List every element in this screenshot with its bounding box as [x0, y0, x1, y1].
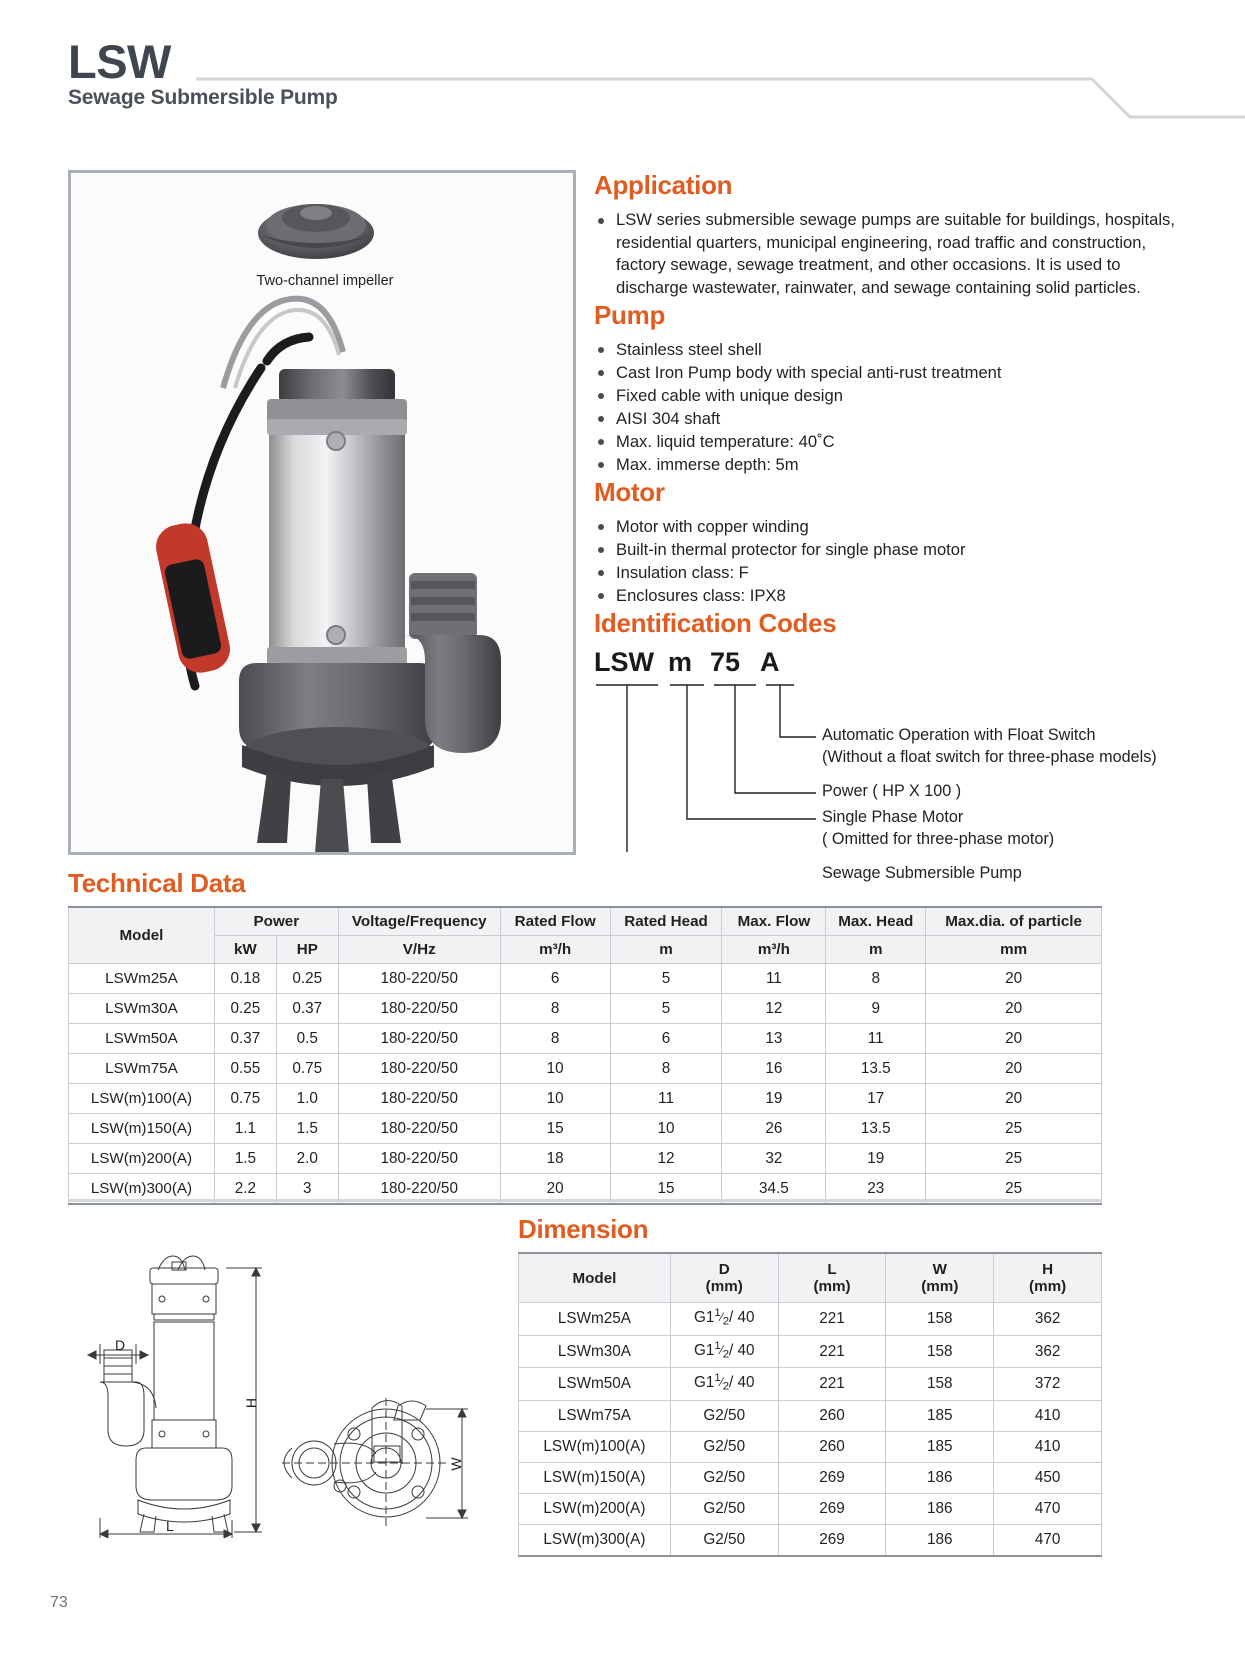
cell-kw: 2.2 [214, 1174, 276, 1205]
cell-model: LSWm50A [69, 1024, 215, 1054]
dimension-label-w: W [448, 1457, 464, 1471]
cell-particle: 20 [926, 994, 1102, 1024]
cell-kw: 0.55 [214, 1054, 276, 1084]
cell-model: LSWm30A [519, 1335, 671, 1368]
cell-max-flow: 11 [722, 964, 826, 994]
code-part-m: m [668, 646, 693, 677]
cell-max-flow: 19 [722, 1084, 826, 1114]
ident-label-sewage-pump: Sewage Submersible Pump [822, 863, 1022, 882]
cell-max-flow: 12 [722, 994, 826, 1024]
cell-h: 410 [994, 1432, 1102, 1463]
unit-max-flow: m³/h [722, 936, 826, 964]
cell-w: 186 [886, 1463, 994, 1494]
cell-vhz: 180-220/50 [338, 994, 500, 1024]
dim-col-l-label: L [827, 1261, 837, 1278]
table-row [519, 1303, 1102, 1336]
cell-max-flow: 26 [722, 1114, 826, 1144]
cell-max-head: 23 [826, 1174, 926, 1205]
pump-front-view-drawing [100, 1256, 232, 1532]
cell-max-flow: 13 [722, 1024, 826, 1054]
cell-w: 185 [886, 1401, 994, 1432]
cell-l: 221 [778, 1335, 886, 1368]
cell-h: 470 [994, 1494, 1102, 1525]
dimension-drawing [86, 1248, 486, 1543]
col-rated-head: Rated Head [610, 907, 722, 936]
cell-d: G2/50 [670, 1401, 778, 1432]
motor-list [594, 516, 1194, 608]
page-header [0, 0, 1245, 140]
cell-vhz: 180-220/50 [338, 1174, 500, 1205]
dimension-header-row [519, 1253, 1102, 1303]
cell-h: 450 [994, 1463, 1102, 1494]
dim-col-model [519, 1253, 671, 1303]
cell-max-flow: 34.5 [722, 1174, 826, 1205]
unit-max-head: m [826, 936, 926, 964]
cell-max-head: 19 [826, 1144, 926, 1174]
cell-rated-head: 6 [610, 1024, 722, 1054]
dimension-table [518, 1252, 1102, 1557]
cell-l: 221 [778, 1303, 886, 1336]
table-row [69, 1144, 1102, 1174]
list-item: AISI 304 shaft [594, 408, 1194, 431]
unit-hp: HP [276, 936, 338, 964]
cell-rated-head: 11 [610, 1084, 722, 1114]
cell-model: LSW(m)300(A) [69, 1174, 215, 1205]
cell-l: 221 [778, 1368, 886, 1401]
cell-rated-flow: 6 [500, 964, 610, 994]
table-row [69, 1054, 1102, 1084]
ident-label-single-phase: Single Phase Motor [822, 807, 964, 826]
pump-dimension-views [86, 1248, 486, 1538]
pump-list [594, 339, 1194, 477]
impeller-caption: Two-channel impeller [256, 273, 394, 289]
table-row [519, 1368, 1102, 1401]
cell-particle: 25 [926, 1174, 1102, 1205]
table-row [519, 1432, 1102, 1463]
dim-col-model-label: Model [572, 1269, 617, 1287]
page-title: LSW [68, 35, 171, 88]
dim-col-l-unit: (mm) [813, 1278, 851, 1295]
dim-col-h-unit: (mm) [1029, 1278, 1067, 1295]
ident-label-single-phase-note: ( Omitted for three-phase motor) [822, 829, 1055, 848]
dim-col-w [886, 1253, 994, 1303]
unit-particle: mm [926, 936, 1102, 964]
col-model: Model [69, 907, 215, 964]
unit-kw: kW [214, 936, 276, 964]
ident-label-power: Power ( HP X 100 ) [822, 781, 962, 800]
unit-rated-flow: m³/h [500, 936, 610, 964]
dimension-label-h: H [243, 1397, 259, 1409]
cell-model: LSW(m)100(A) [519, 1432, 671, 1463]
technical-data-table [68, 906, 1102, 1205]
cell-w: 186 [886, 1494, 994, 1525]
cell-model: LSW(m)200(A) [69, 1144, 215, 1174]
cell-model: LSWm25A [69, 964, 215, 994]
application-list [594, 209, 1194, 300]
list-item: Cast Iron Pump body with special anti-rust treatment [594, 362, 1194, 385]
dimension-heading: Dimension [518, 1214, 649, 1244]
cell-rated-head: 10 [610, 1114, 722, 1144]
cell-w: 186 [886, 1525, 994, 1557]
table-header-row-units [69, 936, 1102, 964]
table-row [69, 1084, 1102, 1114]
cell-particle: 20 [926, 1024, 1102, 1054]
dim-col-w-unit: (mm) [921, 1278, 959, 1295]
cell-particle: 25 [926, 1114, 1102, 1144]
cell-rated-head: 15 [610, 1174, 722, 1205]
identification-code-diagram [594, 646, 1194, 882]
dim-col-d-label: D [718, 1261, 730, 1278]
cell-max-head: 13.5 [826, 1114, 926, 1144]
cell-model: LSWm50A [519, 1368, 671, 1401]
table-row [69, 994, 1102, 1024]
dimension-table-body [519, 1303, 1102, 1557]
cell-kw: 1.5 [214, 1144, 276, 1174]
col-max-head: Max. Head [826, 907, 926, 936]
cell-h: 372 [994, 1368, 1102, 1401]
code-part-lsw: LSW [594, 646, 654, 677]
cell-rated-head: 5 [610, 994, 722, 1024]
unit-vhz: V/Hz [338, 936, 500, 964]
dimension-label-l: L [166, 1518, 174, 1534]
cell-rated-flow: 18 [500, 1144, 610, 1174]
col-rated-flow: Rated Flow [500, 907, 610, 936]
cell-kw: 0.18 [214, 964, 276, 994]
product-photo-panel [68, 170, 576, 855]
table-row [519, 1494, 1102, 1525]
list-item: Fixed cable with unique design [594, 385, 1194, 408]
technical-data-body [69, 964, 1102, 1205]
cell-particle: 25 [926, 1144, 1102, 1174]
cell-w: 158 [886, 1303, 994, 1336]
cell-model: LSW(m)100(A) [69, 1084, 215, 1114]
table-row [519, 1335, 1102, 1368]
section-divider [68, 1199, 1102, 1202]
cell-hp: 2.0 [276, 1144, 338, 1174]
cell-model: LSW(m)150(A) [69, 1114, 215, 1144]
cell-hp: 0.25 [276, 964, 338, 994]
cell-max-flow: 32 [722, 1144, 826, 1174]
table-row [69, 1024, 1102, 1054]
dim-col-l [778, 1253, 886, 1303]
cell-d: G2/50 [670, 1525, 778, 1557]
cell-rated-flow: 8 [500, 1024, 610, 1054]
cell-rated-flow: 10 [500, 1084, 610, 1114]
float-switch-icon [152, 519, 234, 677]
cell-max-head: 13.5 [826, 1054, 926, 1084]
cell-max-head: 8 [826, 964, 926, 994]
cell-d: $G1^1⁄_2/$ 40 [670, 1335, 778, 1368]
list-item: Insulation class: F [594, 562, 1194, 585]
ident-label-float-switch: Automatic Operation with Float Switch [822, 725, 1096, 744]
cell-rated-head: 5 [610, 964, 722, 994]
list-item: Max. immerse depth: 5m [594, 454, 1194, 477]
cell-rated-head: 8 [610, 1054, 722, 1084]
table-row [69, 964, 1102, 994]
cell-kw: 0.37 [214, 1024, 276, 1054]
cell-rated-flow: 8 [500, 994, 610, 1024]
table-row [519, 1401, 1102, 1432]
cell-max-head: 9 [826, 994, 926, 1024]
list-item: Motor with copper winding [594, 516, 1194, 539]
cell-particle: 20 [926, 1084, 1102, 1114]
cell-d: G2/50 [670, 1494, 778, 1525]
table-header-row-groups [69, 907, 1102, 936]
list-item: Stainless steel shell [594, 339, 1194, 362]
page-number: 73 [50, 1594, 68, 1611]
cell-model: LSW(m)200(A) [519, 1494, 671, 1525]
specs-column [594, 170, 1194, 882]
cell-max-flow: 16 [722, 1054, 826, 1084]
list-item: Max. liquid temperature: 40˚C [594, 431, 1194, 454]
cell-model: LSWm75A [519, 1401, 671, 1432]
pump-top-view-drawing [282, 1398, 448, 1528]
dim-col-h-label: H [1042, 1261, 1054, 1278]
cell-h: 362 [994, 1335, 1102, 1368]
cell-rated-flow: 20 [500, 1174, 610, 1205]
cell-d: G2/50 [670, 1463, 778, 1494]
cell-rated-flow: 15 [500, 1114, 610, 1144]
cell-hp: 1.0 [276, 1084, 338, 1114]
dim-col-d-unit: (mm) [705, 1278, 743, 1295]
col-max-particle: Max.dia. of particle [926, 907, 1102, 936]
cell-max-head: 17 [826, 1084, 926, 1114]
cell-max-head: 11 [826, 1024, 926, 1054]
cell-vhz: 180-220/50 [338, 1054, 500, 1084]
cell-w: 158 [886, 1368, 994, 1401]
cell-vhz: 180-220/50 [338, 1024, 500, 1054]
cell-hp: 3 [276, 1174, 338, 1205]
cell-model: LSWm75A [69, 1054, 215, 1084]
cell-kw: 0.75 [214, 1084, 276, 1114]
code-part-75: 75 [710, 646, 741, 677]
cell-h: 470 [994, 1525, 1102, 1557]
cell-hp: 0.75 [276, 1054, 338, 1084]
header-rule-decoration [0, 0, 1245, 140]
cell-model: LSW(m)300(A) [519, 1525, 671, 1557]
cell-h: 362 [994, 1303, 1102, 1336]
table-row [519, 1525, 1102, 1557]
list-item: Enclosures class: IPX8 [594, 585, 1194, 608]
cell-rated-head: 12 [610, 1144, 722, 1174]
cell-vhz: 180-220/50 [338, 1084, 500, 1114]
cell-w: 158 [886, 1335, 994, 1368]
cell-w: 185 [886, 1432, 994, 1463]
cell-h: 410 [994, 1401, 1102, 1432]
cell-kw: 0.25 [214, 994, 276, 1024]
cell-vhz: 180-220/50 [338, 964, 500, 994]
cell-kw: 1.1 [214, 1114, 276, 1144]
cell-hp: 0.37 [276, 994, 338, 1024]
pump-heading: Pump [594, 299, 666, 330]
cell-model: LSW(m)150(A) [519, 1463, 671, 1494]
dim-col-d [670, 1253, 778, 1303]
cell-d: G2/50 [670, 1432, 778, 1463]
cell-d: $G1^1⁄_2/$ 40 [670, 1368, 778, 1401]
cell-hp: 1.5 [276, 1114, 338, 1144]
cell-particle: 20 [926, 1054, 1102, 1084]
cell-vhz: 180-220/50 [338, 1114, 500, 1144]
ident-label-float-switch-note: (Without a float switch for three-phase models) [822, 747, 1157, 766]
two-channel-impeller-icon [258, 204, 374, 259]
list-item: Built-in thermal protector for single phase motor [594, 539, 1194, 562]
cell-model: LSWm25A [519, 1303, 671, 1336]
cell-l: 269 [778, 1463, 886, 1494]
unit-rated-head: m [610, 936, 722, 964]
cell-l: 260 [778, 1432, 886, 1463]
cell-vhz: 180-220/50 [338, 1144, 500, 1174]
cell-rated-flow: 10 [500, 1054, 610, 1084]
page-subtitle: Sewage Submersible Pump [68, 86, 338, 109]
motor-heading: Motor [594, 476, 665, 507]
cell-model: LSWm30A [69, 994, 215, 1024]
identification-heading: Identification Codes [594, 607, 837, 638]
col-power: Power [214, 907, 338, 936]
code-part-a: A [760, 646, 780, 677]
cell-hp: 0.5 [276, 1024, 338, 1054]
table-row [519, 1463, 1102, 1494]
dim-col-w-label: W [932, 1261, 947, 1278]
application-heading: Application [594, 170, 733, 200]
cell-d: $G1^1⁄_2/$ 40 [670, 1303, 778, 1336]
technical-data-heading: Technical Data [68, 868, 246, 898]
dim-col-h [994, 1253, 1102, 1303]
col-voltage-frequency: Voltage/Frequency [338, 907, 500, 936]
cell-l: 269 [778, 1494, 886, 1525]
table-row [69, 1114, 1102, 1144]
col-max-flow: Max. Flow [722, 907, 826, 936]
cell-particle: 20 [926, 964, 1102, 994]
cell-l: 269 [778, 1525, 886, 1557]
list-item: LSW series submersible sewage pumps are suitable for buildings, hospitals, residential quarters, municipal engineering, road traffic and construction, factory sewage, sewage treatment, and other occasions. It is used to discharge wastewater, rainwater, and sewage containing solid particles. [594, 209, 1194, 300]
dimension-label-d: D [115, 1337, 126, 1353]
cell-l: 260 [778, 1401, 886, 1432]
